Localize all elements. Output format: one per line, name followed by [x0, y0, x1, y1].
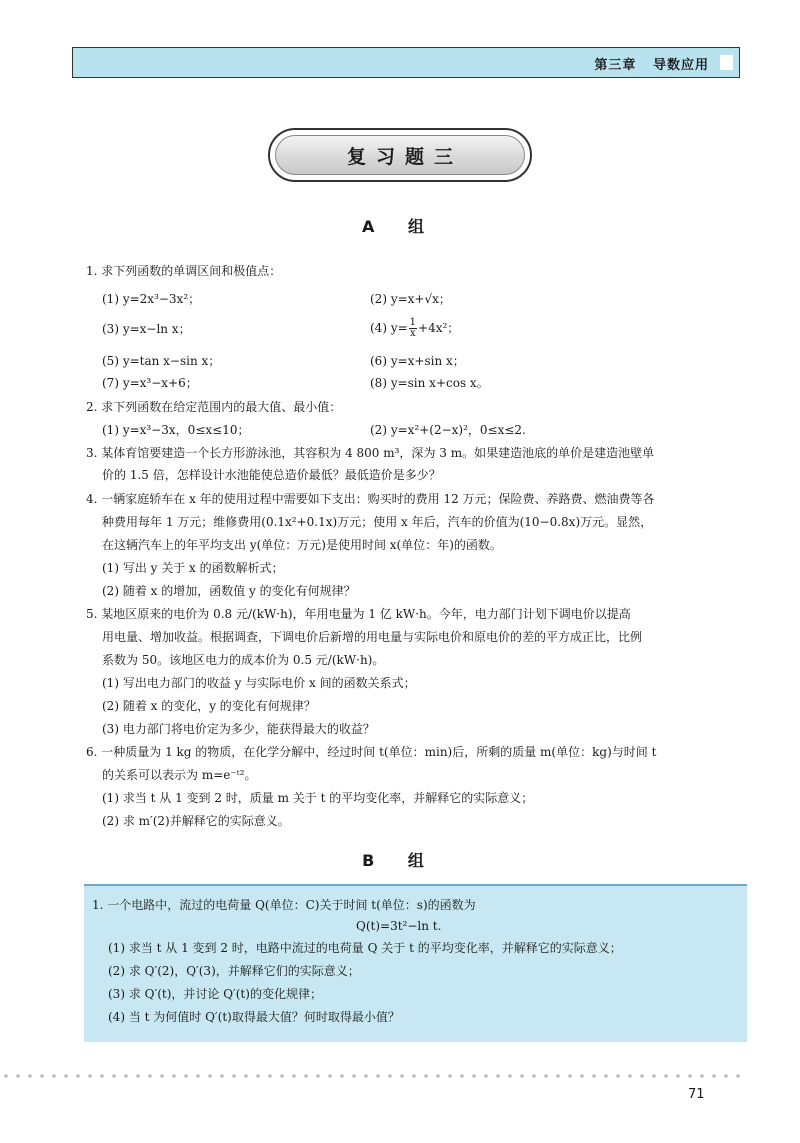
problem-1-item-3: (3) y=x−ln x； [102, 322, 191, 336]
problem-4-line-3: 在这辆汽车上的年平均支出 y(单位：万元)是使用时间 x(单位：年)的函数。 [102, 538, 502, 552]
problem-4-line-2: 种费用每年 1 万元；维修费用(0.1x²+0.1x)万元；使用 x 年后，汽车的价值为(10−0.8x)万元。显然， [102, 515, 653, 529]
problem-b1-line-1: 1. 一个电路中，流过的电荷量 Q(单位：C)关于时间 t(单位：s)的函数为 [92, 898, 476, 912]
review-title-pill [275, 135, 525, 175]
chapter-topic: 导数应用 [652, 58, 709, 73]
page-title: 复习题三 [346, 145, 463, 168]
page-number: 71 [688, 1087, 705, 1102]
problem-6-line-1: 6. 一种质量为 1 kg 的物质，在化学分解中，经过时间 t(单位：min)后，所剩的质量 m(单位：kg)与时间 t [86, 745, 657, 759]
header-decor-square [720, 55, 733, 70]
footer-dotted-rule [0, 1073, 748, 1079]
problem-b1-sub-1: (1) 求当 t 从 1 变到 2 时，电路中流过的电荷量 Q 关于 t 的平均变化率，并解释它的实际意义； [108, 941, 622, 955]
chapter-header-bar [72, 47, 740, 78]
fraction-denominator: x [410, 328, 416, 339]
problem-3-line-2: 价的 1.5 倍，怎样设计水池能使总造价最低？最低造价是多少？ [102, 468, 441, 482]
problem-5-sub-3: (3) 电力部门将电价定为多少，能获得最大的收益？ [102, 722, 375, 736]
problem-6-sub-1: (1) 求当 t 从 1 变到 2 时，质量 m 关于 t 的平均变化率，并解释它的实际意义； [102, 791, 534, 805]
item-4-fraction [409, 318, 417, 339]
group-b-heading: B 组 [362, 851, 438, 870]
problem-4-line-1: 4. 一辆家庭轿车在 x 年的使用过程中需要如下支出：购买时的费用 12 万元；保险费、养路费、燃油费等各 [86, 492, 655, 506]
problem-5-sub-2: (2) 随着 x 的变化，y 的变化有何规律？ [102, 699, 316, 713]
problem-1-item-5: (5) y=tan x−sin x； [102, 354, 221, 368]
group-b-box [84, 884, 747, 1042]
problem-3-line-1: 3. 某体育馆要建造一个长方形游泳池，其容积为 4 800 m³，深为 3 m。如果建造池底的单价是建造池壁单 [86, 446, 655, 460]
problem-2-item-2: (2) y=x²+(2−x)²，0≤x≤2. [370, 423, 526, 437]
problem-6-line-2: 的关系可以表示为 m=e⁻ᵗ²。 [102, 768, 257, 782]
problem-1-item-8: (8) y=sin x+cos x。 [370, 376, 489, 390]
chapter-header [594, 54, 709, 73]
problem-b1-sub-3: (3) 求 Q′(t)，并讨论 Q′(t)的变化规律； [108, 987, 322, 1001]
problem-5-line-2: 用电量、增加收益。根据调查，下调电价后新增的用电量与实际电价和原电价的差的平方成正比，比例 [102, 630, 643, 644]
problem-1-item-6: (6) y=x+sin x； [370, 354, 465, 368]
problem-2-stem: 2. 求下列函数在给定范围内的最大值、最小值： [86, 400, 342, 414]
problem-4-sub-1: (1) 写出 y 关于 x 的函数解析式； [102, 561, 284, 575]
problem-1-item-4 [370, 318, 459, 339]
problem-1-item-7: (7) y=x³−x+6； [102, 376, 198, 390]
problem-1-item-2: (2) y=x+√x； [370, 292, 451, 306]
chapter-label: 第三章 [594, 58, 637, 73]
problem-5-line-3: 系数为 50。该地区电力的成本价为 0.5 元/(kW·h)。 [102, 653, 385, 667]
problem-1-stem: 1. 求下列函数的单调区间和极值点： [86, 264, 282, 278]
item-4-prefix: (4) y= [370, 321, 408, 335]
problem-b1-formula: Q(t)=3t²−ln t. [356, 919, 442, 933]
problem-4-sub-2: (2) 随着 x 的增加，函数值 y 的变化有何规律？ [102, 584, 356, 598]
problem-b1-sub-4: (4) 当 t 为何值时 Q′(t)取得最大值？何时取得最小值？ [108, 1010, 400, 1024]
fraction-numerator: 1 [409, 317, 417, 328]
group-a-heading: A 组 [362, 217, 438, 236]
problem-1-item-1: (1) y=2x³−3x²； [102, 292, 201, 306]
problem-2-item-1: (1) y=x³−3x，0≤x≤10； [102, 423, 250, 437]
problem-5-sub-1: (1) 写出电力部门的收益 y 与实际电价 x 间的函数关系式； [102, 676, 416, 690]
item-4-suffix: +4x²； [418, 321, 460, 335]
problem-b1-sub-2: (2) 求 Q′(2)，Q′(3)，并解释它们的实际意义； [108, 964, 360, 978]
problem-6-sub-2: (2) 求 m′(2)并解释它的实际意义。 [102, 814, 290, 828]
review-title-frame [268, 128, 532, 182]
problem-5-line-1: 5. 某地区原来的电价为 0.8 元/(kW·h)，年用电量为 1 亿 kW·h。今年，电力部门计划下调电价以提高 [86, 607, 631, 621]
